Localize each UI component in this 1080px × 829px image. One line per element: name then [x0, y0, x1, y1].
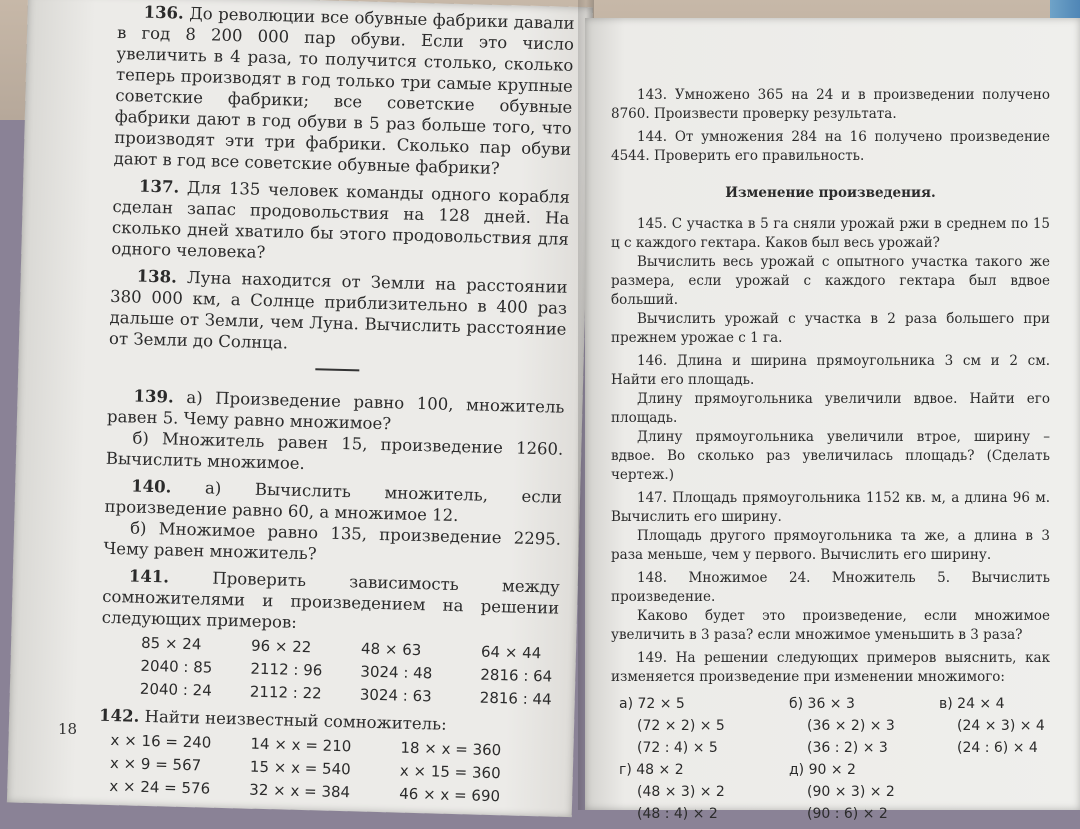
problem-number: 138.	[136, 266, 178, 287]
example: (48 : 4) × 2	[637, 806, 718, 822]
section-divider	[315, 368, 359, 371]
problem-part-b: б) Множитель равен 15, произведение 1260. Вычислить множимое.	[105, 428, 564, 474]
problem-text-3: Длину прямоугольника увеличили втрое, ширину – вдвое. Во сколько раз увеличилась площадь? (Сделать чертеж.)	[611, 429, 1050, 483]
problem-text: Умножено 365 на 24 и в произведении получено 8760. Произвести проверку результата.	[611, 87, 1050, 122]
example: x × 9 = 567	[109, 754, 202, 775]
problem-number: 144.	[637, 129, 668, 145]
problem-number: 142.	[98, 705, 140, 726]
problem-text: Проверить зависимость между сомножителями и произведением на решении следующих примеров:	[101, 568, 560, 632]
problem-text-2: Площадь другого прямоугольника та же, а длина в 3 раза меньше, чем у первого. Вычислить его ширину.	[611, 528, 1050, 563]
example: 3024 : 63	[359, 685, 432, 706]
left-page	[7, 0, 593, 817]
examples-grid-149	[619, 693, 1050, 825]
example: д) 90 × 2	[789, 762, 856, 778]
section-title: Изменение произведения.	[725, 185, 936, 201]
example: 2816 : 64	[480, 665, 553, 686]
example: 2040 : 24	[139, 679, 212, 700]
example: 2112 : 22	[249, 682, 322, 703]
problem-139	[106, 385, 565, 481]
example: 3024 : 48	[360, 662, 433, 683]
example: 15 × x = 540	[249, 757, 351, 779]
problem-146	[611, 352, 1050, 485]
problem-143	[611, 86, 1050, 124]
example: г) 48 × 2	[619, 762, 684, 778]
example: 2816 : 44	[479, 688, 552, 709]
problem-text: Длина и ширина прямоугольника 3 см и 2 см. Найти его площадь.	[611, 353, 1050, 388]
example: 96 × 22	[250, 636, 312, 657]
example: (36 : 2) × 3	[807, 740, 888, 756]
example: 46 × x = 690	[399, 784, 501, 806]
example: x × 24 = 576	[109, 777, 211, 798]
example: а) 72 × 5	[619, 696, 685, 712]
problem-number: 148.	[637, 570, 668, 586]
problem-number: 141.	[128, 566, 170, 587]
problem-text: С участка в 5 га сняли урожай ржи в среднем по 15 ц с каждого гектара. Каков был весь урожай?	[611, 216, 1051, 251]
problem-text: Множимое 24. Множитель 5. Вычислить произведение.	[611, 570, 1050, 605]
problem-number: 146.	[637, 353, 668, 369]
example: (36 × 2) × 3	[807, 718, 895, 734]
problem-number: 140.	[130, 476, 172, 497]
problem-text-2: Каково будет это произведение, если множимое увеличить в 3 раза? если множимое уменьшить в 3 раза?	[611, 608, 1050, 643]
problem-text-2: Вычислить весь урожай с опытного участка такого же размера, если урожай с каждого гектара был вдвое больший.	[611, 254, 1050, 308]
problem-text: Площадь прямоугольника 1152 кв. м, а длина 96 м. Вычислить его ширину.	[611, 490, 1050, 525]
problem-part-a: а) Произведение равно 100, множитель равен 5. Чему равно множимое?	[106, 387, 565, 434]
right-page	[585, 18, 1080, 822]
example: (48 × 3) × 2	[637, 784, 725, 800]
example: (72 × 2) × 5	[637, 718, 725, 734]
problem-text: Найти неизвестный сомножитель:	[144, 706, 447, 734]
problem-text-3: Вычислить урожай с участка в 2 раза большего при прежнем урожае с 1 га.	[611, 311, 1050, 346]
problem-140	[103, 475, 562, 571]
right-page-content	[585, 18, 1080, 829]
example: (24 : 6) × 4	[957, 740, 1038, 756]
problem-text: Для 135 человек команды одного корабля сделан запас продовольствия на 128 дней. На сколько дней хватило бы этого продовольствия для одного человека?	[111, 177, 571, 262]
example: 2112 : 96	[250, 659, 323, 680]
problem-137	[111, 175, 570, 271]
problem-number: 149.	[637, 650, 668, 666]
example: (72 : 4) × 5	[637, 740, 718, 756]
problem-number: 139.	[133, 386, 174, 407]
example: 48 × 63	[360, 639, 422, 660]
problem-text: До революции все обувные фабрики давали в год 8 200 000 пар обуви. Если это число увеличить в 4 раза, то получится столько, сколько теперь производят в год только три самые крупные советские фабрики; все советские обувные фабрики дают в год обуви в 5 раз больше того, что производят эти три фабрики. Сколько пар обуви дают в год все советские обувные фабрики?	[113, 3, 575, 179]
problem-number: 136.	[143, 2, 185, 23]
example: x × 16 = 240	[110, 731, 212, 752]
page-number: 18	[58, 720, 78, 738]
example: 2040 : 85	[140, 656, 213, 677]
problem-147	[611, 489, 1050, 565]
problem-number: 143.	[637, 87, 668, 103]
problem-138	[109, 265, 568, 361]
example: 32 × x = 384	[249, 780, 351, 802]
problem-number: 145.	[637, 216, 668, 232]
example: 18 × x = 360	[400, 738, 502, 760]
problem-text-2: Длину прямоугольника увеличили вдвое. Найти его площадь.	[611, 391, 1050, 426]
example: 14 × x = 210	[250, 734, 352, 756]
problem-number: 147.	[637, 490, 668, 506]
example: (90 : 6) × 2	[807, 806, 888, 822]
example: 64 × 44	[480, 642, 542, 663]
problem-144	[611, 128, 1050, 166]
example: x × 15 = 360	[399, 761, 501, 783]
example: в) 24 × 4	[939, 696, 1005, 712]
example	[939, 803, 1079, 825]
problem-149	[611, 649, 1050, 825]
problem-text: От умножения 284 на 16 получено произведение 4544. Проверить его правильность.	[611, 129, 1050, 164]
problem-142	[97, 705, 556, 809]
examples-grid-142	[109, 730, 556, 809]
examples-grid-141	[140, 633, 559, 711]
example	[939, 759, 1079, 781]
problem-141	[100, 565, 560, 711]
problem-148	[611, 569, 1050, 645]
example: б) 36 × 3	[789, 696, 855, 712]
example: (24 × 3) × 4	[957, 718, 1045, 734]
example: 85 × 24	[140, 633, 202, 654]
problem-part-a: а) Вычислить множитель, если произведение равно 60, а множимое 12.	[104, 478, 563, 526]
example: (90 × 3) × 2	[807, 784, 895, 800]
problem-text: На решении следующих примеров выяснить, как изменяется произведение при изменении множимого:	[611, 650, 1051, 685]
problem-text: Луна находится от Земли на расстоянии 380 000 км, а Солнце приблизительно в 400 раз дальше от Земли, чем Луна. Вычислить расстояние от Земли до Солнца.	[108, 267, 568, 353]
left-page-content	[7, 0, 593, 815]
problem-145	[611, 215, 1050, 348]
example	[939, 781, 1079, 803]
problem-136	[114, 1, 575, 181]
problem-number: 137.	[138, 176, 180, 197]
problem-part-b: б) Множимое равно 135, произведение 2295. Чему равен множитель?	[103, 518, 562, 564]
